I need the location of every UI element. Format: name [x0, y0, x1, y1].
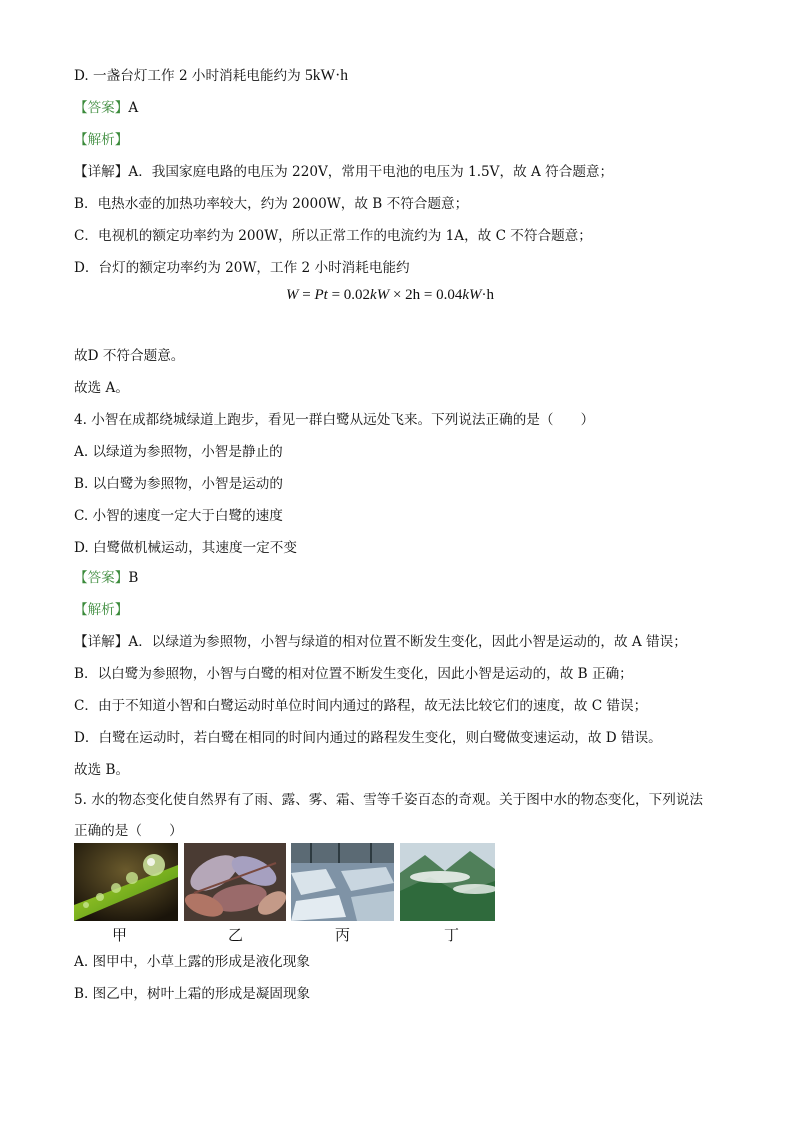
- answer-tag: 【答案】: [74, 100, 129, 116]
- formula-eq2: = 0.02: [327, 287, 371, 303]
- caption-ding: 丁: [444, 926, 460, 944]
- explanation-c-2: C．由于不知道小智和白鹭运动时单位时间内通过的路程，故无法比较它们的速度，故 C 错误；: [74, 698, 648, 714]
- detail-tag: 【详解】: [74, 634, 129, 650]
- answer-value: A: [128, 100, 139, 116]
- formula-times: × 2h = 0.04: [389, 287, 463, 303]
- frost-on-leaves-image: [184, 843, 286, 921]
- answer-1: [74, 98, 138, 118]
- fog-on-mountains-image: [400, 843, 495, 921]
- formula-p: P: [314, 287, 324, 303]
- question-4: 4. 小智在成都绕城绿道上跑步，看见一群白鹭从远处飞来。下列说法正确的是（ ）: [74, 412, 595, 428]
- q4-option-d: D. 白鹭做机械运动，其速度一定不变: [74, 540, 297, 556]
- energy-formula: [286, 284, 494, 306]
- select-1: 故选 A。: [74, 380, 129, 396]
- caption-bing: 丙: [335, 926, 351, 944]
- detail-tag: 【详解】: [74, 164, 129, 180]
- answer-value: B: [128, 570, 139, 586]
- analysis-tag-1: 【解析】: [74, 132, 129, 148]
- option-d-value: 5kW·h: [304, 67, 349, 84]
- caption-jia: 甲: [112, 926, 128, 944]
- dew-on-grass-image: [74, 843, 178, 921]
- analysis-tag-2: 【解析】: [74, 602, 129, 618]
- question-5-line-2: 正确的是（ ）: [74, 823, 183, 839]
- select-2: 故选 B。: [74, 762, 130, 778]
- question-5-line-1: 5. 水的物态变化使自然界有了雨、露、雾、霜、雪等千姿百态的奇观。关于图中水的物态变化，下列说法: [74, 792, 704, 808]
- detail-text: A．我国家庭电路的电压为 220V，常用干电池的电压为 1.5V，故 A 符合题意；: [128, 164, 614, 180]
- explanation-d-1: D．台灯的额定功率约为 20W，工作 2 小时消耗电能约: [74, 260, 410, 276]
- formula-eq1: =: [298, 287, 315, 303]
- q4-option-b: B. 以白鹭为参照物，小智是运动的: [74, 476, 283, 492]
- explanation-b-1: B．电热水壶的加热功率较大，约为 2000W，故 B 不符合题意；: [74, 196, 469, 212]
- detail-1: [74, 162, 613, 182]
- detail-2: [74, 632, 687, 652]
- formula-t: t: [323, 287, 328, 303]
- ice-on-water-image: [291, 843, 394, 921]
- formula-kw2: kW: [462, 287, 482, 303]
- caption-yi: 乙: [228, 926, 244, 944]
- q4-option-a: A. 以绿道为参照物，小智是静止的: [74, 444, 283, 460]
- explanation-d-2: D．白鹭在运动时，若白鹭在相同的时间内通过的路程发生变化，则白鹭做变速运动，故 D 错误。: [74, 730, 662, 746]
- option-d-text: D. 一盏台灯工作 2 小时消耗电能约为: [74, 68, 305, 84]
- q4-option-c: C. 小智的速度一定大于白鹭的速度: [74, 508, 283, 524]
- answer-2: [74, 568, 138, 588]
- option-d-power: [74, 66, 348, 86]
- formula-w: W: [286, 287, 299, 303]
- conclusion-1: 故D 不符合题意。: [74, 348, 185, 364]
- explanation-b-2: B．以白鹭为参照物，小智与白鹭的相对位置不断发生变化，因此小智是运动的，故 B 正确；: [74, 666, 633, 682]
- explanation-c-1: C．电视机的额定功率约为 200W，所以正常工作的电流约为 1A，故 C 不符合题意；: [74, 228, 592, 244]
- answer-tag: 【答案】: [74, 570, 129, 586]
- q5-option-a: A. 图甲中，小草上露的形成是液化现象: [74, 954, 310, 970]
- formula-h: ·h: [481, 287, 495, 303]
- detail-text: A．以绿道为参照物，小智与绿道的相对位置不断发生变化，因此小智是运动的，故 A 错误；: [128, 634, 687, 650]
- formula-kw1: kW: [370, 287, 390, 303]
- q5-option-b: B. 图乙中，树叶上霜的形成是凝固现象: [74, 986, 311, 1002]
